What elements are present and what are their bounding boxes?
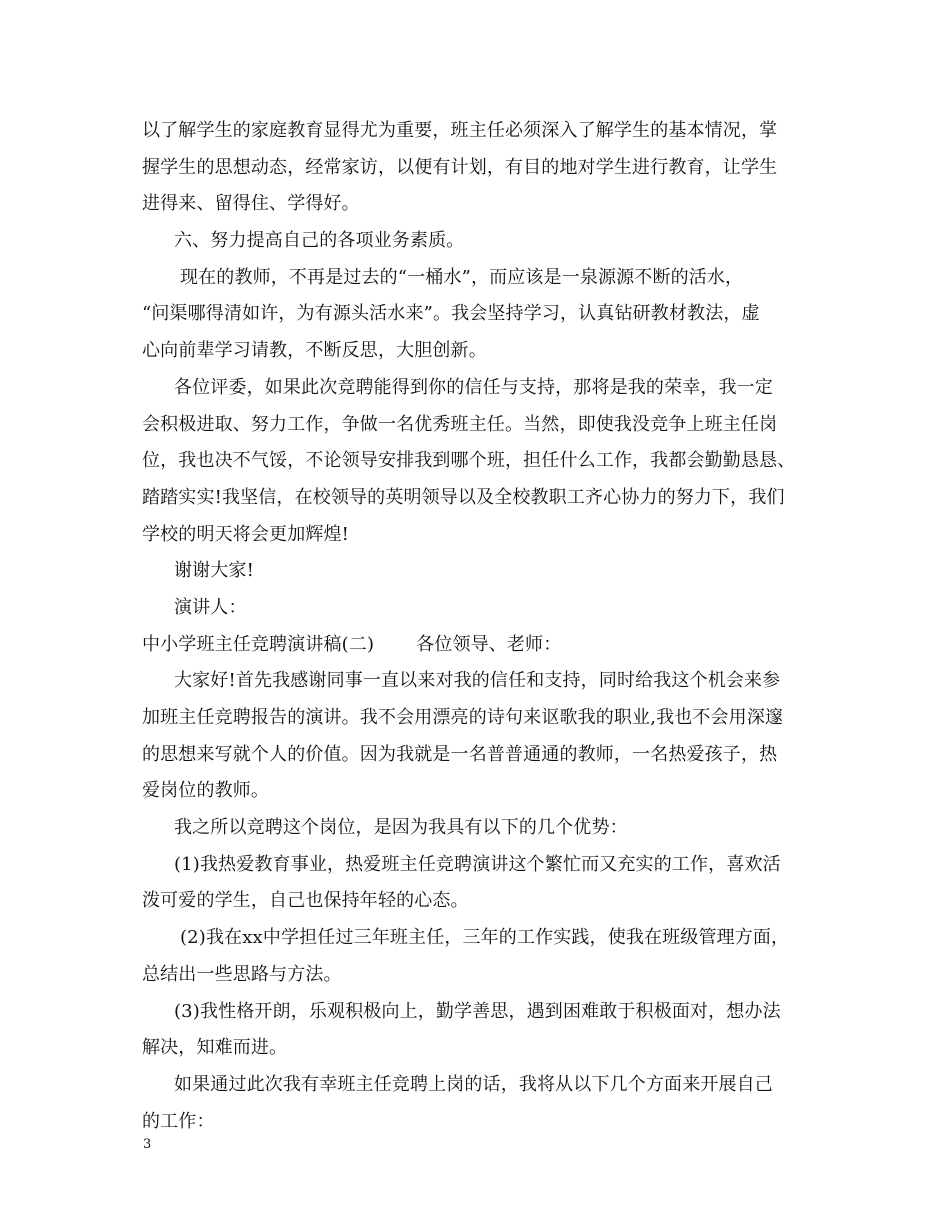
paragraph-line: 进得来、留得住、学得好。: [142, 193, 360, 215]
paragraph-line: 踏踏实实!我坚信，在校领导的英明领导以及全校教职工齐心协力的努力下，我们: [142, 486, 785, 508]
paragraph-line: 以了解学生的家庭教育显得尤为重要，班主任必须深入了解学生的基本情况，掌: [142, 120, 778, 141]
paragraph-line: 会积极进取、努力工作，争做一名优秀班主任。当然，即使我没竞争上班主任岗: [142, 413, 778, 435]
paragraph-line: 加班主任竞聘报告的演讲。我不会用漂亮的诗句来讴歌我的职业,我也不会用深邃: [142, 707, 784, 728]
paragraph-line: 如果通过此次我有幸班主任竞聘上岗的话，我将从以下几个方面来开展自己: [174, 1073, 773, 1095]
list-item-line: 总结出一些思路与方法。: [142, 963, 342, 985]
list-item-line: (3)我性格开朗，乐观积极向上，勤学善思，遇到困难敢于积极面对，想办法: [174, 1000, 781, 1022]
speech-title-line: [142, 627, 822, 664]
list-item-line: 解决，知难而进。: [142, 1037, 288, 1059]
list-item-line: (2)我在xx中学担任过三年班主任，三年的工作实践，使我在班级管理方面，: [180, 927, 790, 949]
paragraph-line: 的思想来写就个人的价值。因为我就是一名普普通通的教师，一名热爱孩子，热: [142, 743, 778, 765]
paragraph-line: 心向前辈学习请教，不断反思，大胆创新。: [142, 340, 487, 362]
document-body: [142, 113, 822, 1140]
paragraph-line: 位，我也决不气馁，不论领导安排我到哪个班，担任什么工作，我都会勤勤恳恳、: [142, 450, 796, 472]
page-number: 3: [143, 1137, 152, 1152]
paragraph-line: 我之所以竞聘这个岗位，是因为我具有以下的几个优势：: [174, 817, 628, 839]
list-item-line: (1)我热爱教育事业，热爱班主任竞聘演讲这个繁忙而又充实的工作，喜欢活: [174, 853, 781, 875]
speech-title: 中小学班主任竞聘演讲稿(二): [142, 633, 375, 655]
paragraph-line: 握学生的思想动态，经常家访，以便有计划，有目的地对学生进行教育，让学生: [142, 156, 778, 178]
speaker-line: 演讲人：: [174, 596, 247, 618]
paragraph-line: 的工作：: [142, 1110, 215, 1132]
paragraph-line: “问渠哪得清如许，为有源头活水来”。我会坚持学习，认真钻研教材教法，虚: [142, 303, 760, 325]
paragraph-line: 大家好!首先我感谢同事一直以来对我的信任和支持，同时给我这个机会来参: [174, 670, 781, 692]
section-heading: 六、努力提高自己的各项业务素质。: [174, 230, 465, 252]
paragraph-line: 现在的教师，不再是过去的“一桶水”，而应该是一泉源源不断的活水，: [180, 266, 744, 288]
paragraph-line: 各位评委，如果此次竞聘能得到你的信任与支持，那将是我的荣幸，我一定: [174, 376, 773, 398]
salutation: 各位领导、老师：: [416, 633, 562, 655]
closing-line: 谢谢大家!: [174, 560, 254, 582]
list-item-line: 泼可爱的学生，自己也保持年轻的心态。: [142, 890, 469, 912]
paragraph-line: 爱岗位的教师。: [142, 780, 270, 802]
paragraph-line: 学校的明天将会更加辉煌!: [142, 523, 350, 545]
